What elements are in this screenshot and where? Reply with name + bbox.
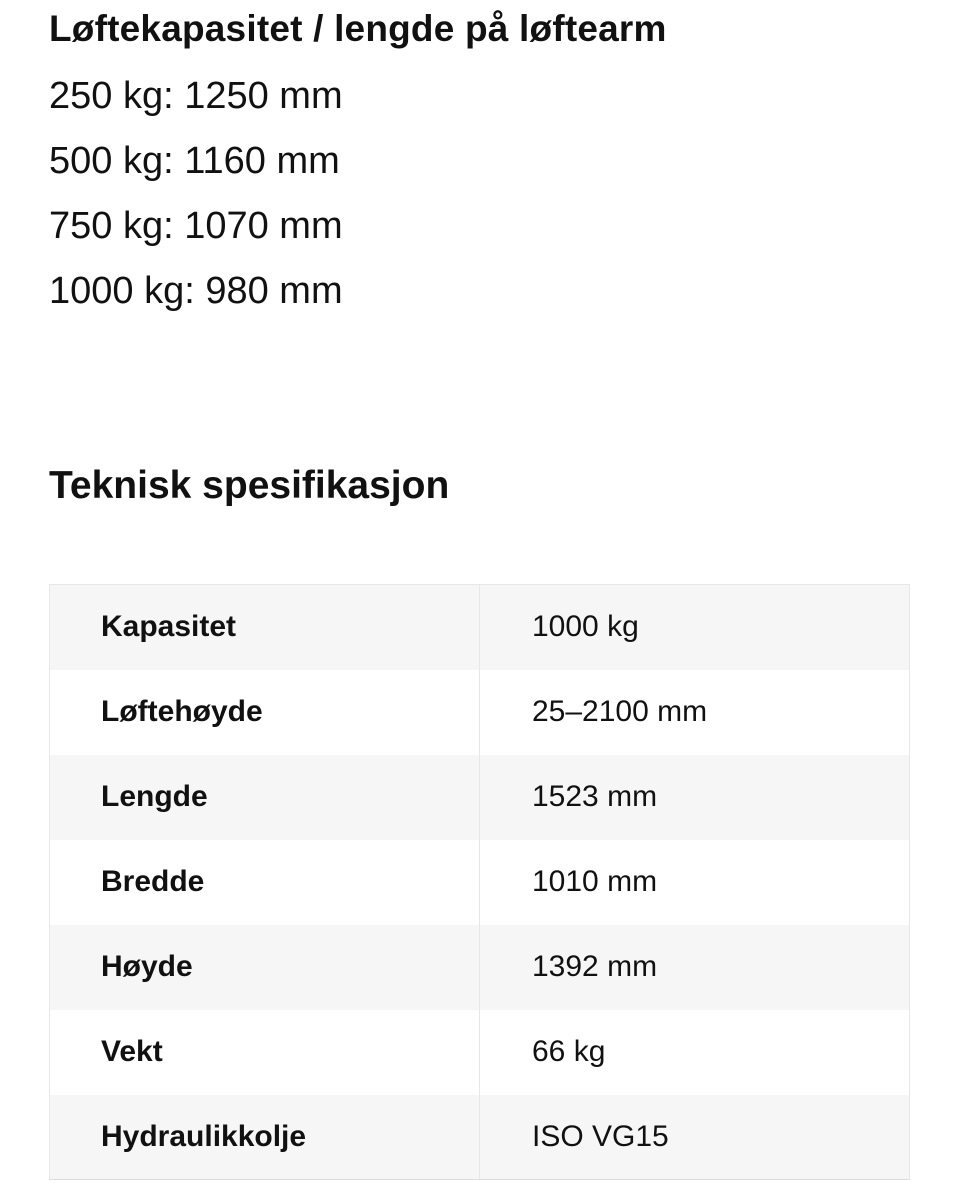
spec-value: ISO VG15	[480, 1095, 910, 1180]
table-row	[50, 755, 910, 840]
table-row	[50, 840, 910, 925]
capacity-list	[49, 64, 343, 324]
spec-label: Vekt	[50, 1010, 480, 1095]
spec-value: 1392 mm	[480, 925, 910, 1010]
table-row	[50, 1095, 910, 1180]
spec-label: Løftehøyde	[50, 670, 480, 755]
spec-value: 66 kg	[480, 1010, 910, 1095]
spec-value: 25–2100 mm	[480, 670, 910, 755]
capacity-item: 1000 kg: 980 mm	[49, 270, 343, 312]
spec-heading: Teknisk spesifikasjon	[49, 464, 450, 507]
capacity-heading: Løftekapasitet / lengde på løftearm	[49, 8, 667, 49]
table-row	[50, 585, 910, 670]
spec-value: 1523 mm	[480, 755, 910, 840]
spec-value: 1000 kg	[480, 585, 910, 670]
table-row	[50, 925, 910, 1010]
spec-label: Lengde	[50, 755, 480, 840]
table-row	[50, 1010, 910, 1095]
table-row	[50, 670, 910, 755]
spec-label: Hydraulikkolje	[50, 1095, 480, 1180]
capacity-item: 750 kg: 1070 mm	[49, 205, 343, 247]
spec-value: 1010 mm	[480, 840, 910, 925]
capacity-item: 250 kg: 1250 mm	[49, 75, 343, 117]
spec-table	[49, 584, 910, 1180]
spec-label: Høyde	[50, 925, 480, 1010]
capacity-item: 500 kg: 1160 mm	[49, 140, 340, 182]
spec-label: Kapasitet	[50, 585, 480, 670]
spec-label: Bredde	[50, 840, 480, 925]
